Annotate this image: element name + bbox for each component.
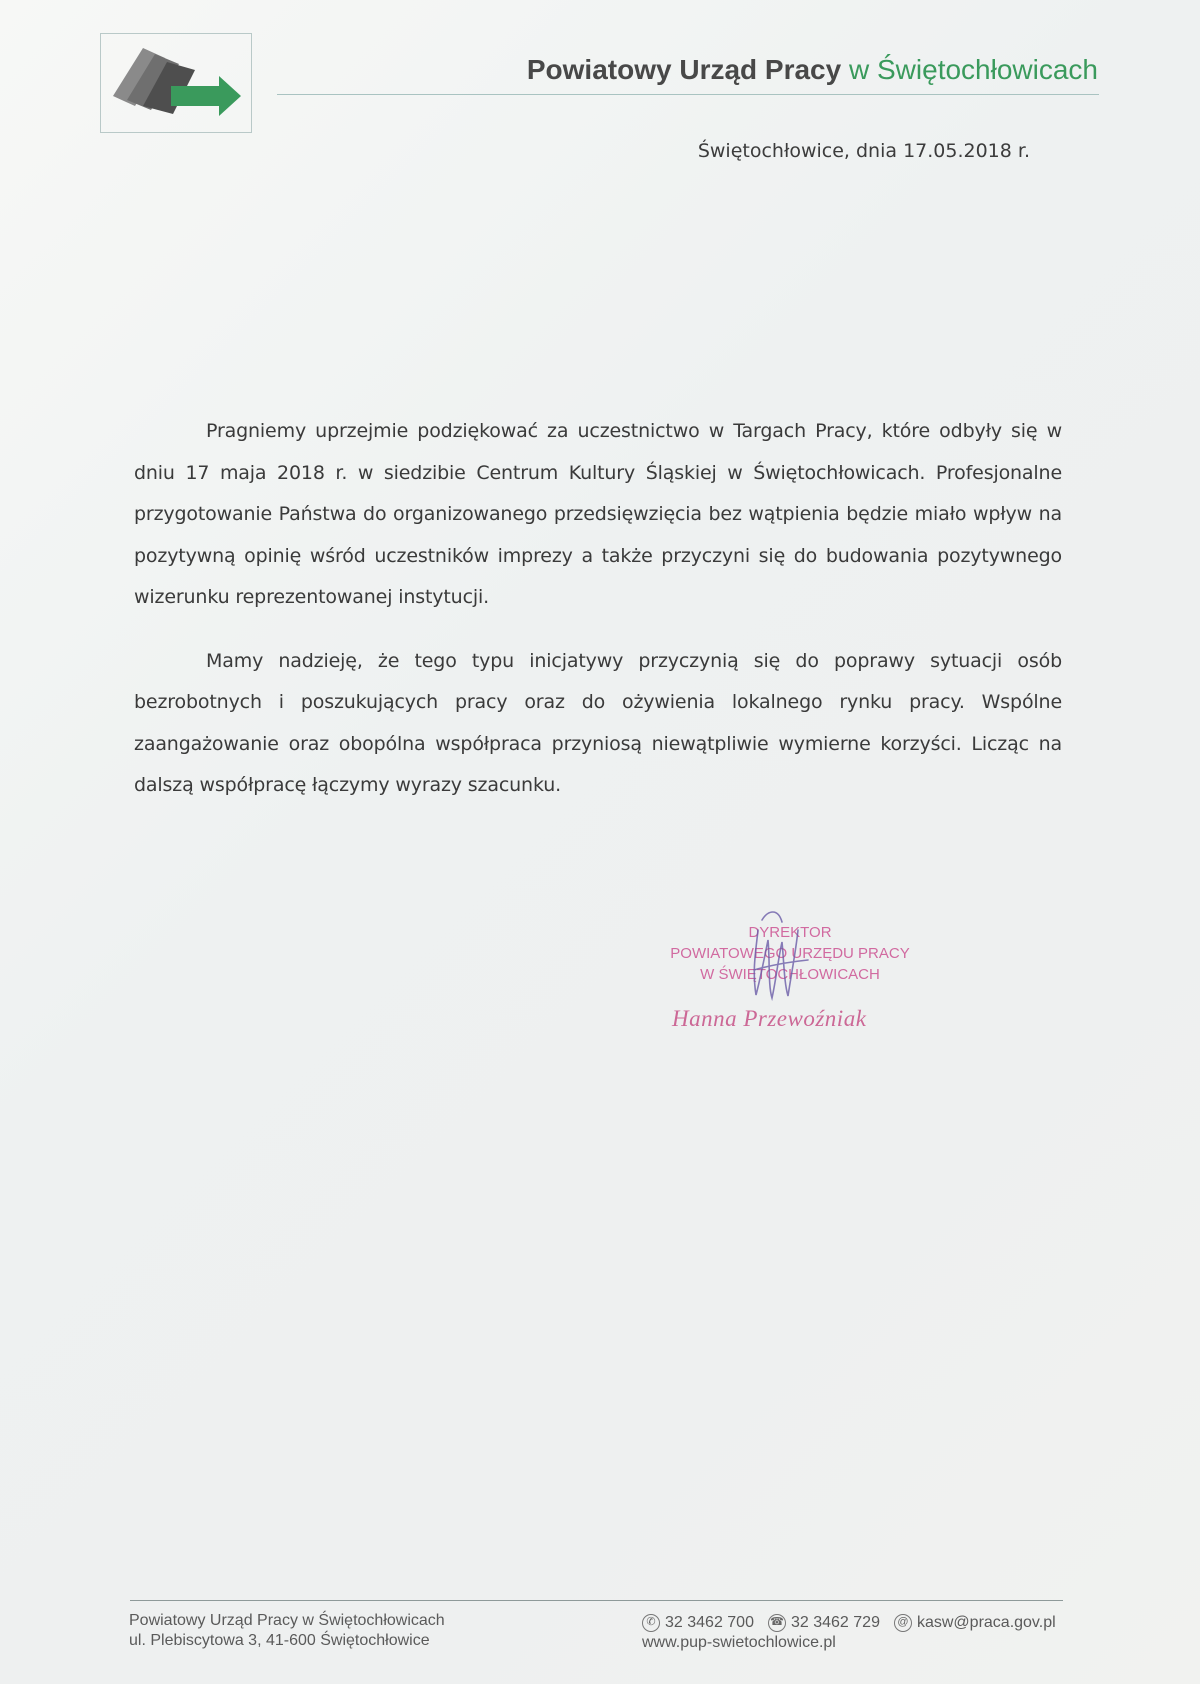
footer-contacts	[642, 1613, 1056, 1653]
organization-city: w Świętochłowicach	[849, 54, 1098, 85]
footer-address	[129, 1611, 445, 1651]
letter-body	[134, 411, 1062, 829]
footer-website[interactable]: www.pup-swietochlowice.pl	[642, 1634, 836, 1651]
stamp-line-1: DYREKTOR	[748, 924, 832, 941]
fax-icon: ☎	[768, 1614, 786, 1632]
footer-phone: 32 3462 700	[665, 1614, 754, 1631]
stamp-line-3: W ŚWIĘTOCHŁOWICACH	[700, 966, 880, 983]
stamp-line-2: POWIATOWEGO URZĘDU PRACY	[670, 945, 910, 962]
date-line: Świętochłowice, dnia 17.05.2018 r.	[697, 140, 1030, 162]
organization-name: Powiatowy Urząd Pracy	[526, 54, 842, 85]
body-paragraph-2: Mamy nadzieję, że tego typu inicjatywy przyczynią się do poprawy sytuacji osób bezrobotnych i poszukujących pracy oraz do ożywienia lokalnego rynku pracy. Wspólne zaangażowanie oraz obopólna współpraca przyniosą niewątpliwie wymierne korzyści. Licząc na dalszą współpracę łączymy wyrazy szacunku.	[134, 649, 1062, 796]
handwritten-signature	[738, 900, 828, 1010]
footer-org-name: Powiatowy Urząd Pracy w Świętochłowicach	[129, 1612, 445, 1629]
at-icon: @	[894, 1614, 912, 1632]
logo	[100, 33, 252, 133]
body-paragraph-1: Pragniemy uprzejmie podziękować za uczestnictwo w Targach Pracy, które odbyły się w dniu 17 maja 2018 r. w siedzibie Centrum Kultury Śląskiej w Świętochłowicach. Profesjonalne przygotowanie Państwa do organizowanego przedsięwzięcia bez wątpienia będzie miało wpływ na pozytywną opinię wśród uczestników imprezy a także przyczyni się do budowania pozytywnego wizerunku reprezentowanej instytucji.	[134, 420, 1062, 608]
footer-email[interactable]: kasw@praca.gov.pl	[916, 1614, 1056, 1631]
footer-fax: 32 3462 729	[790, 1614, 880, 1631]
footer-street-address: ul. Plebiscytowa 3, 41-600 Świętochłowice	[129, 1632, 430, 1649]
stacked-cards-arrow-logo-icon	[101, 34, 253, 134]
header-divider	[277, 94, 1099, 95]
organization-title	[527, 54, 1098, 86]
stamp-name: Hanna Przewoźniak	[672, 1006, 867, 1031]
phone-icon: ✆	[642, 1614, 660, 1632]
footer-divider	[130, 1600, 1063, 1601]
